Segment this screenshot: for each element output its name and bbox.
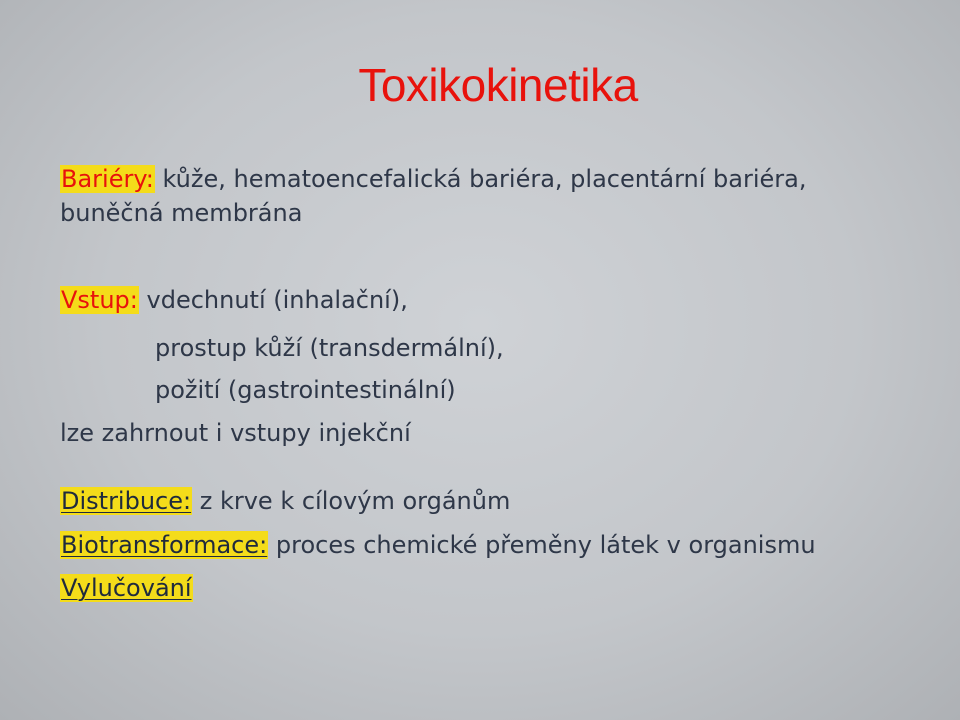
distribution-label: Distribuce: bbox=[61, 487, 192, 515]
barriers-label: Bariéry: bbox=[61, 165, 154, 193]
entry-line-3: požití (gastrointestinální) bbox=[155, 376, 456, 404]
entry-text-1: vdechnutí (inhalační), bbox=[138, 286, 408, 314]
barriers-line-1 bbox=[60, 166, 806, 192]
barriers-text-1: kůže, hematoencefalická bariéra, placentární bariéra, bbox=[154, 165, 807, 193]
distribution-line bbox=[60, 488, 510, 514]
barriers-line-2: buněčná membrána bbox=[60, 199, 303, 227]
entry-line-1 bbox=[60, 287, 408, 313]
biotransformation-line bbox=[60, 532, 816, 558]
entry-line-4: lze zahrnout i vstupy injekční bbox=[60, 419, 411, 447]
biotransformation-text: proces chemické přeměny látek v organismu bbox=[268, 531, 816, 559]
biotransformation-label: Biotransformace: bbox=[61, 531, 268, 559]
excretion-label: Vylučování bbox=[61, 574, 192, 602]
excretion-line bbox=[60, 575, 193, 601]
distribution-text: z krve k cílovým orgánům bbox=[192, 487, 511, 515]
entry-label: Vstup: bbox=[61, 286, 138, 314]
slide-title: Toxikokinetika bbox=[358, 59, 638, 111]
entry-line-2: prostup kůží (transdermální), bbox=[155, 334, 504, 362]
